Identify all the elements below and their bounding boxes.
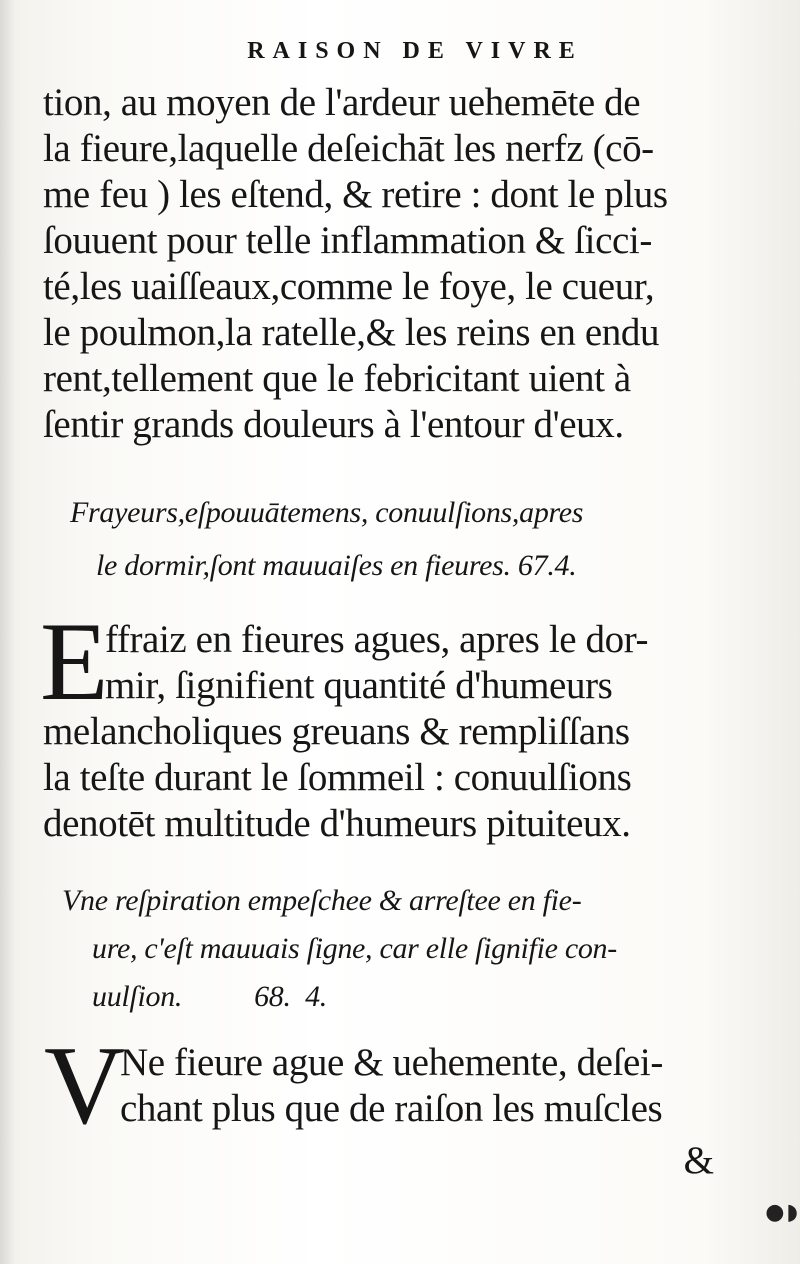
heading-line: Frayeurs,eſpouuātemens, conuulſions,apres	[70, 496, 584, 529]
drop-cap: E	[40, 600, 109, 724]
text-line: té,les uaiſſeaux,comme le foye, le cueur,	[43, 265, 655, 308]
text-line: la fieure,laquelle deſeichāt les nerfz (cō-	[43, 127, 654, 170]
text-line: tion, au moyen de l'ardeur uehemēte de	[43, 81, 641, 124]
text-line: mir, ſignifient quantité d'humeurs	[105, 664, 613, 707]
text-line: chant plus que de raiſon les muſcles	[120, 1087, 663, 1130]
text-line: ffraiz en fieures agues, apres le dor-	[105, 618, 649, 661]
text-line: ſentir grands douleurs à l'entour d'eux.	[43, 403, 624, 446]
heading-line: le dormir,ſont mauuaiſes en fieures. 67.4.	[96, 549, 577, 582]
running-head: RAISON DE VIVRE	[247, 38, 583, 64]
gutter-shadow	[0, 0, 16, 1264]
text-line: me feu ) les eſtend, & retire : dont le plus	[43, 173, 668, 216]
text-line: rent,tellement que le febricitant uient à	[43, 357, 631, 400]
catchword: &	[683, 1139, 714, 1182]
heading-line: Vne reſpiration empeſchee & arreſtee en fie-	[62, 884, 582, 917]
text-line: Ne fieure ague & uehemente, deſei-	[120, 1041, 663, 1084]
drop-cap: V	[44, 1024, 125, 1148]
text-line: le poulmon,la ratelle,& les reins en endu	[43, 311, 660, 354]
text-line: melancholiques greuans & rempliſſans	[43, 710, 630, 753]
heading-line: ure, c'eſt mauuais ſigne, car elle ſignifie con-	[92, 932, 617, 965]
text-line: denotēt multitude d'humeurs pituiteux.	[43, 802, 631, 845]
text-line: la teſte durant le ſommeil : conuulſions	[43, 756, 632, 799]
text-line: ſouuent pour telle inflammation & ſicci-	[43, 219, 652, 262]
heading-line: uulſion. 68. 4.	[92, 980, 328, 1013]
margin-ink-marks: ●◗	[765, 1200, 800, 1225]
